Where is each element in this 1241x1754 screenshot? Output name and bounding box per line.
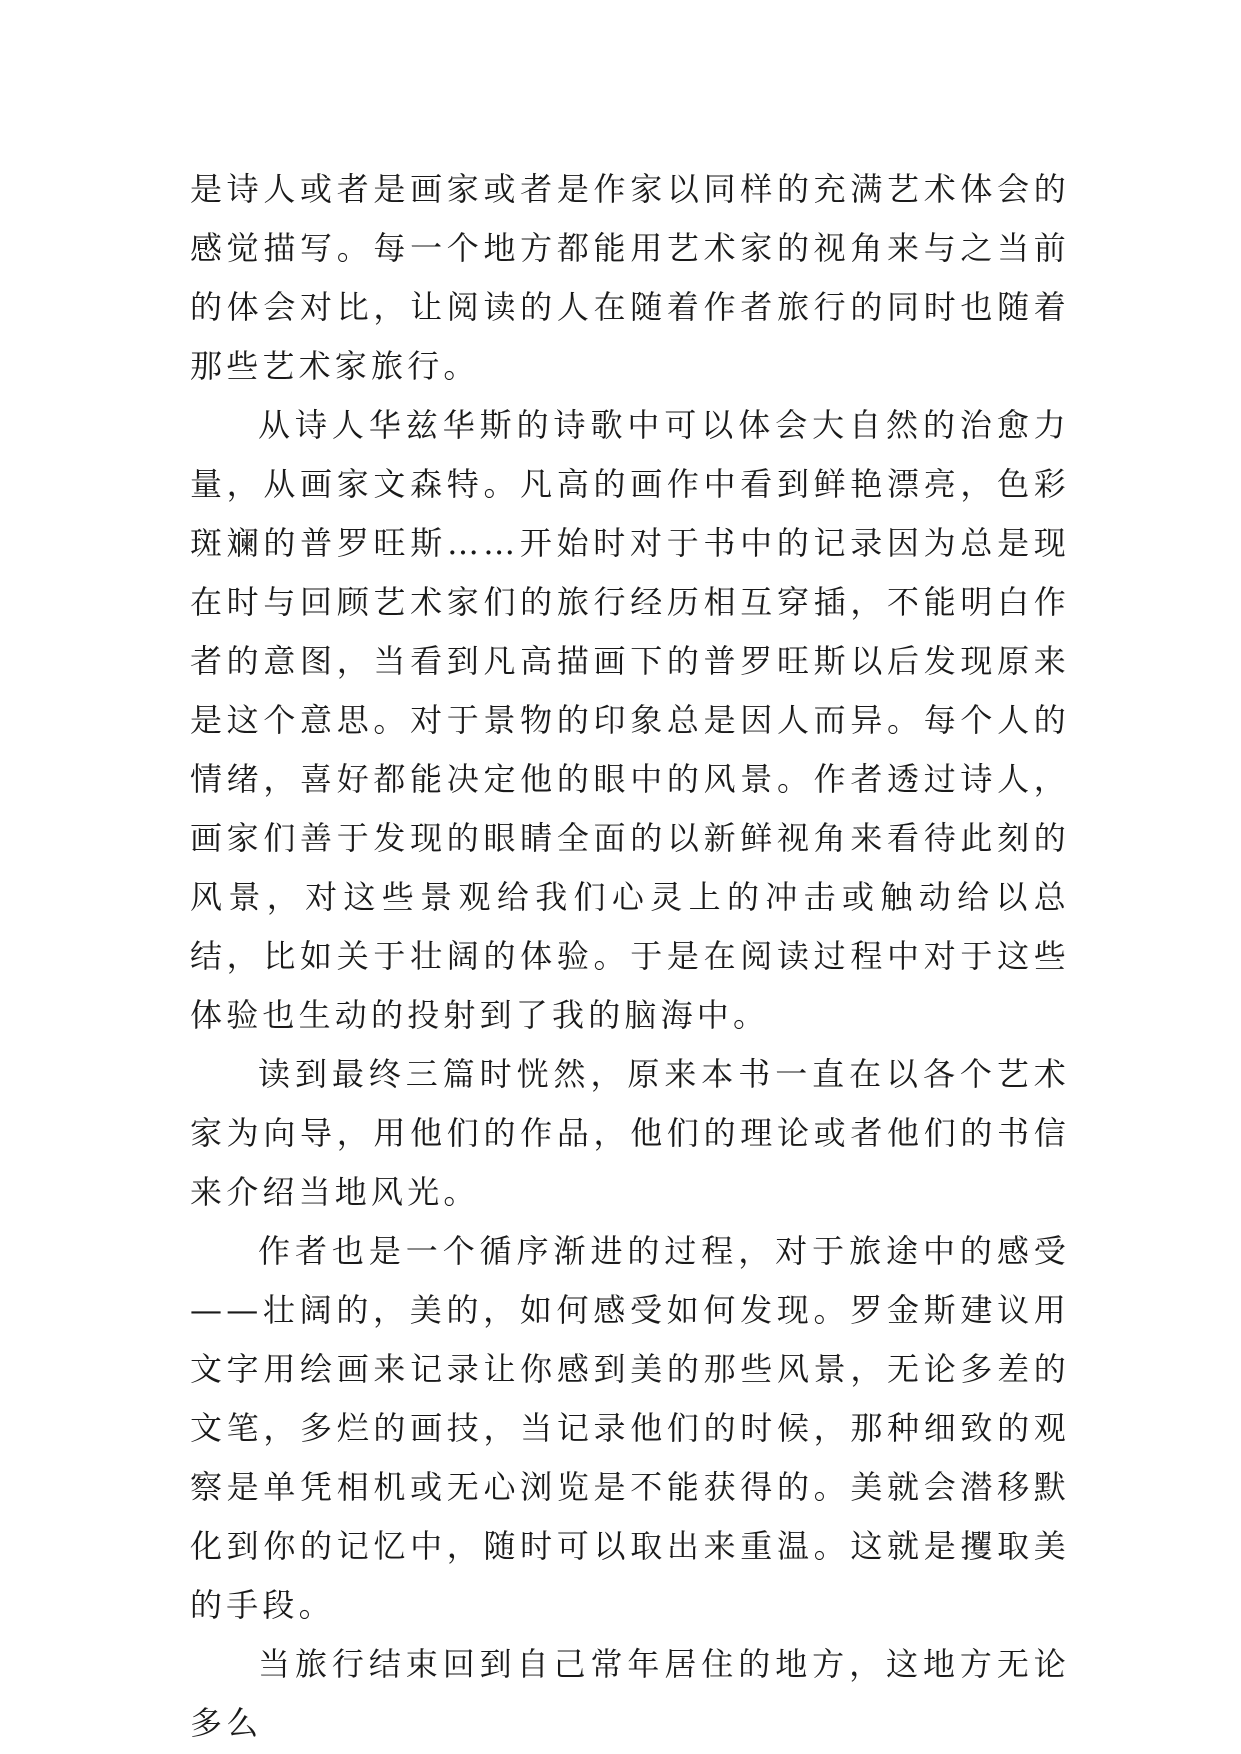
paragraph-5: 当旅行结束回到自己常年居住的地方，这地方无论多么 xyxy=(190,1645,1070,1742)
paragraph-4: 作者也是一个循序渐进的过程，对于旅途中的感受——壮阔的，美的，如何感受如何发现。罗金斯建议用文字用绘画来记录让你感到美的那些风景，无论多差的文笔，多烂的画技，当记录他们的时候，那种细致的观察是单凭相机或无心浏览是不能获得的。美就会潜移默化到你的记忆中，随时可以取出来重温。这就是攫取美的手段。 xyxy=(190,1232,1070,1624)
paragraph-1: 是诗人或者是画家或者是作家以同样的充满艺术体会的感觉描写。每一个地方都能用艺术家的视角来与之当前的体会对比，让阅读的人在随着作者旅行的同时也随着那些艺术家旅行。 xyxy=(190,170,1070,385)
paragraph-2: 从诗人华兹华斯的诗歌中可以体会大自然的治愈力量，从画家文森特。凡高的画作中看到鲜艳漂亮，色彩斑斓的普罗旺斯……开始时对于书中的记录因为总是现在时与回顾艺术家们的旅行经历相互穿插，不能明白作者的意图，当看到凡高描画下的普罗旺斯以后发现原来是这个意思。对于景物的印象总是因人而异。每个人的情绪，喜好都能决定他的眼中的风景。作者透过诗人，画家们善于发现的眼睛全面的以新鲜视角来看待此刻的风景，对这些景观给我们心灵上的冲击或触动给以总结，比如关于壮阔的体验。于是在阅读过程中对于这些体验也生动的投射到了我的脑海中。 xyxy=(190,406,1070,1034)
document-body xyxy=(190,160,1070,1753)
paragraph-3: 读到最终三篇时恍然，原来本书一直在以各个艺术家为向导，用他们的作品，他们的理论或者他们的书信来介绍当地风光。 xyxy=(190,1055,1070,1211)
